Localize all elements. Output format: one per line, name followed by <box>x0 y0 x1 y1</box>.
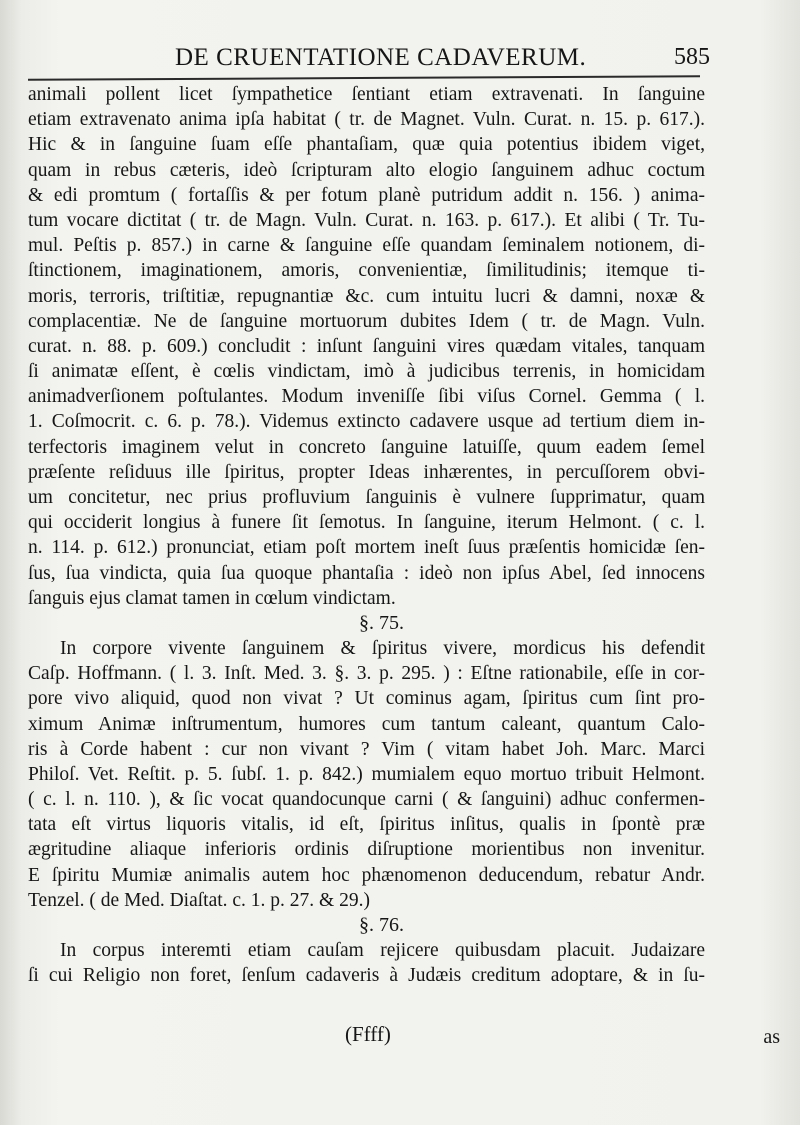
text-line: animadverſionem poſtulantes. Modum inveniſſe ſibi viſus Cornel. Gemma ( l. <box>28 386 705 408</box>
text-line: etiam extravenato anima ipſa habitat ( tr. de Magnet. Vuln. Curat. n. 15. p. 617.). <box>28 109 705 131</box>
text-line: Tenzel. ( de Med. Diaſtat. c. 1. p. 27. & 29.) <box>28 889 370 911</box>
text-line: ſi cui Religio non foret, ſenſum cadaveris à Judæis creditum adoptare, & in ſu- <box>28 965 705 987</box>
text-line: 1. Coſmocrit. c. 6. p. 78.). Videmus extincto cadavere usque ad tertium diem in- <box>28 411 705 433</box>
text-line: In corpore vivente ſanguinem & ſpiritus vivere, mordicus his defendit <box>60 637 705 659</box>
main-text <box>28 82 705 988</box>
section-heading-75: §. 75. <box>359 611 404 634</box>
text-line: curat. n. 88. p. 609.) concludit : inſunt ſanguini vires quædam vitales, tanquam <box>28 335 705 357</box>
text-line: animali pollent licet ſympathetice ſentiant etiam extravenati. In ſanguine <box>28 84 705 105</box>
text-line: Hic & in ſanguine ſuam eſſe phantaſiam, quæ quia potentius ibidem viget, <box>28 134 705 156</box>
text-line: ſus, ſua vindicta, quia ſua quoque phantaſia : ideò non ipſus Abel, ſed innocens <box>28 562 705 584</box>
section-heading-76: §. 76. <box>359 914 404 936</box>
text-line: In corpus interemti etiam cauſam rejicere quibusdam placuit. Judaizare <box>60 940 705 961</box>
text-line: ægritudine aliaque inferioris ordinis diſruptione morientibus non invenitur. <box>28 839 705 861</box>
catchword: as <box>763 1026 780 1048</box>
text-line: Philoſ. Vet. Reſtit. p. 5. ſubſ. 1. p. 842.) mumialem equo mortuo tribuit Helmont. <box>28 763 705 785</box>
text-line: tata eſt virtus liquoris vitalis, id eſt, ſpiritus inſitus, qualis in ſpontè præ <box>28 814 705 836</box>
text-line: Caſp. Hoffmann. ( l. 3. Inſt. Med. 3. §. 3. p. 295. ) : Eſtne rationabile, eſſe in cor- <box>28 663 705 685</box>
text-line: tum vocare dictitat ( tr. de Magn. Vuln. Curat. n. 163. p. 617.). Et alibi ( Tr. Tu- <box>28 209 705 231</box>
text-line: ( c. l. n. 110. ), & ſic vocat quandocunque carni ( & ſanguini) adhuc confermen- <box>28 789 705 811</box>
signature-mark: (Ffff) <box>345 1022 391 1046</box>
text-line: præſente reſiduus ille ſpiritus, propter Ideas inhærentes, in percuſſorem obvi- <box>28 461 705 483</box>
text-line: ſtinctionem, imaginationem, amoris, convenientiæ, ſimilitudinis; itemque ti- <box>28 260 705 282</box>
text-line: ſi animatæ eſſent, è cœlis vindictam, imò à judicibus terrenis, in homicidam <box>28 361 705 383</box>
text-line: quam in rebus cæteris, ideò ſcripturam alto elogio ſanguinem adhuc coctum <box>28 159 705 181</box>
text-line: um concitetur, nec prius profluvium ſanguinis è vulnere ſupprimatur, quam <box>28 487 705 508</box>
text-line: ſanguis ejus clamat tamen in cœlum vindictam. <box>28 587 396 609</box>
text-line: & edi promtum ( fortaſſis & per fotum planè putridum addit n. 156. ) anima- <box>28 184 705 206</box>
text-line: n. 114. p. 612.) pronunciat, etiam poſt mortem ineſt ſuus præſentis homicidæ ſen- <box>28 537 705 559</box>
text-line: E ſpiritu Mumiæ animalis autem hoc phænomenon deducendum, rebatur Andr. <box>28 864 705 886</box>
text-line: ris à Corde habent : cur non vivant ? Vim ( vitam habet Joh. Marc. Marci <box>28 738 705 760</box>
page-number: 585 <box>674 44 710 70</box>
text-line: ximum Animæ inſtrumentum, humores cum tantum caleant, quantum Calo- <box>28 713 705 735</box>
text-line: pore vivo aliquid, quod non vivat ? Ut cominus agam, ſpiritus cum ſint pro- <box>28 688 705 710</box>
text-line: moris, terroris, triſtitiæ, repugnantiæ &c. cum intuitu lucri & damni, noxæ & <box>28 285 705 307</box>
running-title: DE CRUENTATIONE CADAVERUM. <box>175 44 587 71</box>
text-line: terfectoris imaginem velut in concreto ſanguine latuiſſe, quum eadem ſemel <box>28 436 705 458</box>
text-line: qui occiderit longius à funere ſit ſemotus. In ſanguine, iterum Helmont. ( c. l. <box>28 512 705 534</box>
text-line: complacentiæ. Ne de ſanguine mortuorum dubites Idem ( tr. de Magn. Vuln. <box>28 310 705 332</box>
page-header <box>95 38 710 78</box>
text-line: mul. Peſtis p. 857.) in carne & ſanguine eſſe quandam ſeminalem notionem, di- <box>28 235 705 257</box>
